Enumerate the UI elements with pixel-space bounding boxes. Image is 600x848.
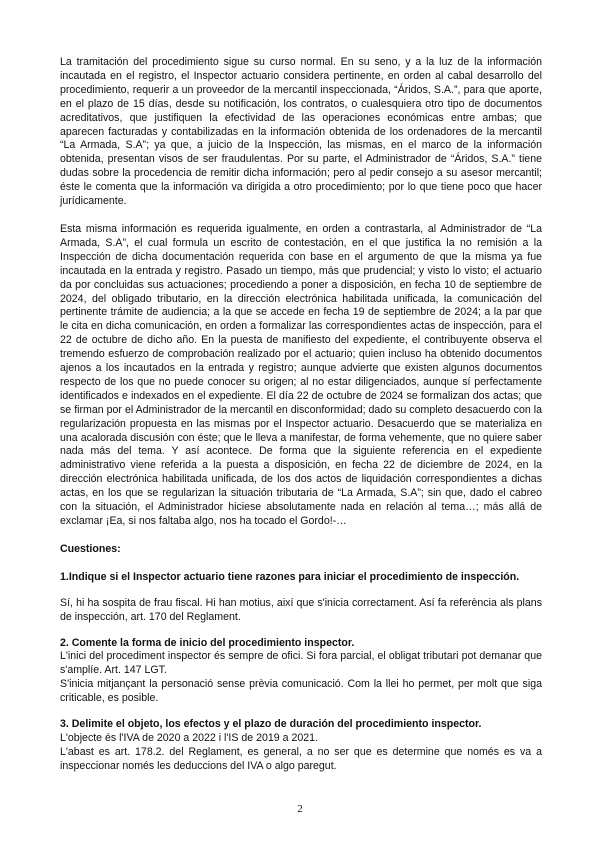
intro-paragraph-2: Esta misma información es requerida igualmente, en orden a contrastarla, al Administrador de “La Armada, S.A”, el cual formula un escrito de contestación, en el que justifica la no remisión a la Inspección de dicha documentación requerida con base en el argumento de que la misma ya fue incautada en la entrada y registro. Pasado un tiempo, más que prudencial; y visto lo visto; el actuario da por concluidas sus actuaciones; procediendo a poner a disposición, en fecha 10 de septiembre de 2024, del obligado tributario, en la dirección electrónica habilitada unificada, la comunicación del pertinente trámite de audiencia; a la que se accede en fecha 19 de septiembre de 2024; a la par que le cita en dicha comunicación, en orden a formalizar las correspondientes actas de inspección, para el 22 de octubre de dicho año. En la puesta de manifiesto del expediente, el contribuyente observa el tremendo esfuerzo de comprobación realizado por el actuario; quien incluso ha obtenido documentos ajenos a los incautados en la entrada y registro; aunque advierte que existen algunos documentos respecto de los que no puede conocer su origen; al no estar diligenciados, aunque sí perfectamente identificados e indexados en el expediente. El día 22 de octubre de 2024 se formalizan dos actas; que se firman por el Administrador de la mercantil en disconformidad; dado su completo desacuerdo con la regularización propuesta en las mismas por el Inspector actuario. Desacuerdo que se materializa en una acalorada discusión con éste; que le lleva a manifestar, de forma vehemente, que no quiere saber nada más del tema. Y así acontece. De forma que la siguiente referencia en el expediente administrativo viene referida a la puesta a disposición, en fecha 22 de diciembre de 2024, en la dirección electrónica habilitada unificada, de los dos actos de liquidación correspondientes a dichas actas, en los que se regularizan la situación tributaria de “La Armada, S.A”; sin que, dado el cabreo con la situación, el Administrador hiciese absolutamente nada en relación al tema…; más allá de exclamar ¡Ea, si nos faltaba algo, nos ha tocado el Gordo!-… xyxy=(60,222,542,527)
question-1-title: 1.Indique si el Inspector actuario tiene razones para iniciar el procedimiento de inspección. xyxy=(60,570,520,583)
document-page xyxy=(60,56,542,774)
questions-heading: Cuestiones: xyxy=(60,542,121,555)
question-2-answer-2: S'inicia mitjançant la personació sense prèvia comunicació. Com la llei ho permet, per molt que siga criticable, es posible. xyxy=(60,678,542,705)
question-3-title: 3. Delimite el objeto, los efectos y el plazo de duración del procedimiento inspector. xyxy=(60,718,482,731)
question-2-answer-1: L'inici del procediment inspector és sempre de ofici. Si fora parcial, el obligat tributari pot demanar que s'amplíe. Art. 147 LGT. xyxy=(60,650,542,677)
question-3-answer-2: L'abast es art. 178.2. del Reglament, es general, a no ser que es determine que només es va a inspeccionar només les deduccions del IVA o algo paregut. xyxy=(60,745,542,772)
question-2-title: 2. Comente la forma de inicio del procedimiento inspector. xyxy=(60,636,355,649)
question-1-answer: Sí, hi ha sospita de frau fiscal. Hi han motius, així que s'inicia correctament. Así fa referència als plans de inspección, art. 170 del Reglament. xyxy=(60,596,542,623)
question-3-answer-1: L'objecte és l'IVA de 2020 a 2022 i l'IS de 2019 a 2021. xyxy=(60,731,318,744)
page-number: 2 xyxy=(297,803,303,815)
intro-paragraph-1: La tramitación del procedimiento sigue su curso normal. En su seno, y a la luz de la información incautada en el registro, el Inspector actuario considera pertinente, en orden al cabal desarrollo del procedimiento, requerir a un proveedor de la mercantil inspeccionada, “Áridos, S.A.”, para que aporte, en el plazo de 15 días, desde su notificación, los contratos, o cualesquiera otro tipo de documentos acreditativos, que justifiquen la efectividad de las operaciones económicas entre ambas; que aparecen facturadas y contabilizadas en la información obtenida de los ordenadores de la mercantil “La Armada, S.A”; ya que, a juicio de la Inspección, las mismas, en el marco de la información obtenida, presentan visos de ser fraudulentas. Por su parte, el Administrador de “Áridos, S.A.” tiene dudas sobre la procedencia de remitir dicha información; pero al pedir consejo a su asesor mercantil; éste le comenta que la información va dirigida a otro procedimiento; por lo que tiene poco que hacer jurídicamente. xyxy=(60,56,542,208)
